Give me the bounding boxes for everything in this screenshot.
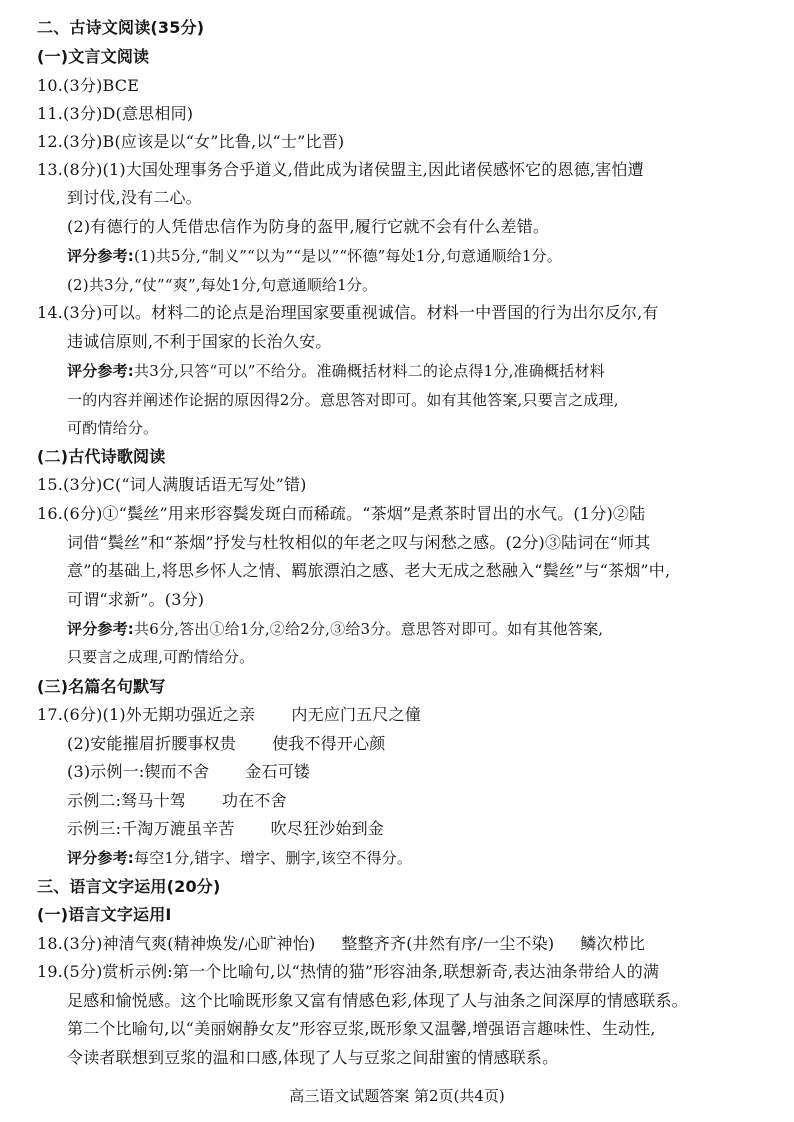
answer-q13-scoring-2: (2)共3分,“仗”“爽”,每处1分,句意通顺给1分。 xyxy=(67,276,378,294)
answer-q17-row4 xyxy=(67,790,287,812)
answer-q13-line3: (2)有德行的人凭借忠信作为防身的盔甲,履行它就不会有什么差错。 xyxy=(67,217,550,236)
answer-q17-row2 xyxy=(67,733,385,755)
q17-row4-part-b: 功在不舍 xyxy=(222,791,287,810)
scoring-label: 评分参考: xyxy=(67,247,134,265)
answer-q17-scoring xyxy=(67,847,412,869)
answer-q16-scoring-2: 只要言之成理,可酌情给分。 xyxy=(67,648,255,666)
scoring-label: 评分参考: xyxy=(67,849,134,867)
answer-q18 xyxy=(37,933,645,955)
scoring-label: 评分参考: xyxy=(67,620,134,638)
answer-q19-line1: 19.(5分)赏析示例:第一个比喻句,以“热情的猫”形容油条,联想新奇,表达油条带给人的满 xyxy=(37,962,660,981)
q17-row3-part-a: (3)示例一:锲而不舍 xyxy=(67,762,210,781)
answer-q19-line3: 第二个比喻句,以“美丽娴静女友”形容豆浆,既形象又温馨,增强语言趣味性、生动性, xyxy=(67,1019,656,1038)
answer-q15: 15.(3分)C(“词人满腹话语无写处”错) xyxy=(37,475,307,494)
q17-row1-part-a: 17.(6分)(1)外无期功强近之亲 xyxy=(37,705,256,724)
q17-row1-part-b: 内无应门五尺之僮 xyxy=(291,705,421,724)
answer-q12: 12.(3分)B(应该是以“女”比鲁,以“士”比晋) xyxy=(37,132,345,151)
page-footer: 高三语文试题答案 第2页(共4页) xyxy=(289,1087,505,1105)
answer-q16-line3: 意”的基础上,将思乡怀人之情、羁旅漂泊之感、老大无成之愁融入“鬓丝”与“茶烟”中, xyxy=(67,561,671,580)
subsection-classical-prose-heading: (一)文言文阅读 xyxy=(37,47,150,66)
q17-row5-part-b: 吹尽狂沙始到金 xyxy=(270,819,384,838)
subsection-recitation-heading: (三)名篇名句默写 xyxy=(37,677,166,696)
answer-q16-line1: 16.(6分)①“鬓丝”用来形容鬓发斑白而稀疏。“茶烟”是煮茶时冒出的水气。(1分)②陆 xyxy=(37,504,646,523)
q18-part-c: 鳞次栉比 xyxy=(580,934,646,953)
answer-q17-row3 xyxy=(67,761,310,783)
answer-q14-scoring-3: 可酌情给分。 xyxy=(67,419,159,437)
scoring-text: 每空1分,错字、增字、删字,该空不得分。 xyxy=(134,849,413,867)
q17-row2-part-a: (2)安能摧眉折腰事权贵 xyxy=(67,734,237,753)
answer-q13-line2: 到讨伐,没有二心。 xyxy=(67,188,202,207)
scoring-text: 共3分,只答“可以”不给分。准确概括材料二的论点得1分,准确概括材料 xyxy=(134,362,605,380)
q17-row3-part-b: 金石可镂 xyxy=(245,762,311,781)
scoring-text: (1)共5分,“制义”“以为”“是以”“怀德”每处1分,句意通顺给1分。 xyxy=(134,247,562,265)
answer-q14-scoring-2: 一的内容并阐述作论据的原因得2分。意思答对即可。如有其他答案,只要言之成理, xyxy=(67,391,619,409)
answer-q14-line1: 14.(3分)可以。材料二的论点是治理国家要重视诚信。材料一中晋国的行为出尔反尔,有 xyxy=(37,303,659,322)
answer-q14-scoring xyxy=(67,360,605,382)
scoring-label: 评分参考: xyxy=(67,362,134,380)
answer-q17-row1 xyxy=(37,704,421,726)
section-2-heading: 二、古诗文阅读(35分) xyxy=(37,18,205,37)
q17-row4-part-a: 示例二:驽马十驾 xyxy=(67,791,186,810)
answer-q16-line2: 词借“鬓丝”和“茶烟”抒发与杜牧相似的年老之叹与闲愁之感。(2分)③陆词在“师其 xyxy=(67,533,651,552)
subsection-poetry-heading: (二)古代诗歌阅读 xyxy=(37,447,166,466)
section-3-heading: 三、语言文字运用(20分) xyxy=(37,877,221,896)
answer-q10: 10.(3分)BCE xyxy=(37,76,140,95)
answer-q19-line2: 足感和愉悦感。这个比喻既形象又富有情感色彩,体现了人与油条之间深厚的情感联系。 xyxy=(67,991,688,1010)
scoring-text: 共6分,答出①给1分,②给2分,③给3分。意思答对即可。如有其他答案, xyxy=(134,620,604,638)
answer-q13-line1: 13.(8分)(1)大国处理事务合乎道义,借此成为诸侯盟主,因此诸侯感怀它的恩德,害怕遭 xyxy=(37,160,644,179)
answer-q13-scoring xyxy=(67,245,562,267)
q17-row5-part-a: 示例三:千淘万漉虽辛苦 xyxy=(67,819,235,838)
answer-q14-line2: 违诚信原则,不利于国家的长治久安。 xyxy=(67,332,332,351)
q18-part-a: 18.(3分)神清气爽(精神焕发/心旷神怡) xyxy=(37,934,316,953)
answer-q11: 11.(3分)D(意思相同) xyxy=(37,104,194,123)
answer-q16-scoring xyxy=(67,618,603,640)
subsection-language-use-heading: (一)语言文字运用Ⅰ xyxy=(37,905,172,924)
answer-q16-line4: 可谓“求新”。(3分) xyxy=(67,590,205,609)
q17-row2-part-b: 使我不得开心颜 xyxy=(272,734,386,753)
q18-part-b: 整整齐齐(井然有序/一尘不染) xyxy=(341,934,555,953)
answer-q19-line4: 令读者联想到豆浆的温和口感,体现了人与豆浆之间甜蜜的情感联系。 xyxy=(67,1048,559,1067)
answer-q17-row5 xyxy=(67,818,384,840)
